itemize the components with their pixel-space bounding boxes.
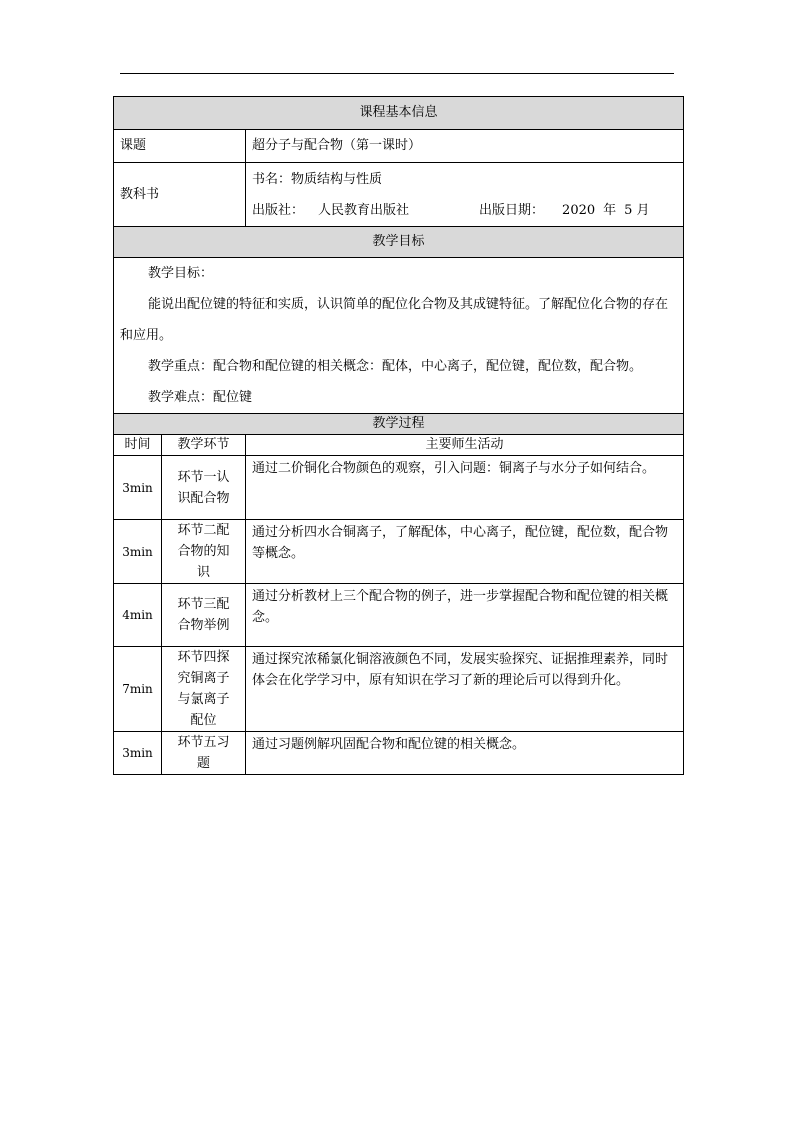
topic-value: 超分子与配合物（第一课时）: [246, 130, 684, 163]
year-unit: 年: [603, 202, 617, 218]
row-time: 7min: [114, 647, 162, 732]
textbook-label: 教科书: [114, 163, 246, 227]
row-stage: 环节一认识配合物: [162, 456, 246, 520]
publisher-label: 出版社：: [252, 202, 305, 218]
table-row: [114, 456, 684, 520]
table-row: [114, 647, 684, 732]
row-activity: 通过分析四水合铜离子，了解配体，中心离子，配位键，配位数，配合物等概念。: [246, 520, 684, 584]
row-activity: 通过探究浓稀氯化铜溶液颜色不同，发展实验探究、证据推理素养，同时体会在化学学习中，原有知识在学习了新的理论后可以得到升化。: [246, 647, 684, 732]
row-time: 3min: [114, 732, 162, 775]
header-stage: 教学环节: [162, 435, 246, 456]
table-row: [114, 520, 684, 584]
publish-year: 2020: [562, 202, 596, 218]
topic-label: 课题: [114, 130, 246, 163]
goals-description: 能说出配位键的特征和实质，认识简单的配位化合物及其成键特征。了解配位化合物的存在和应用。: [120, 297, 669, 343]
publisher-line: [252, 195, 677, 226]
section-teaching-goals: 教学目标: [114, 227, 684, 258]
goals-content: [114, 258, 684, 414]
row-activity: 通过二价铜化合物颜色的观察，引入问题：铜离子与水分子如何结合。: [246, 456, 684, 520]
goals-heading: 教学目标：: [148, 266, 214, 281]
row-activity: 通过分析教材上三个配合物的例子，进一步掌握配合物和配位键的相关概念。: [246, 584, 684, 647]
month-unit: 月: [636, 202, 650, 218]
table-row: [114, 732, 684, 775]
row-activity: 通过习题例解巩固配合物和配位键的相关概念。: [246, 732, 684, 775]
row-stage: 环节四探究铜离子与氯离子配位: [162, 647, 246, 732]
book-name: 书名：物质结构与性质: [252, 171, 383, 187]
row-time: 3min: [114, 520, 162, 584]
table-row: [114, 584, 684, 647]
goals-difficulty: 教学难点：配位键: [148, 390, 253, 405]
header-rule: [120, 73, 674, 74]
publish-month: 5: [624, 202, 633, 218]
publisher-name: 人民教育出版社: [318, 202, 410, 218]
header-activity: 主要师生活动: [246, 435, 684, 456]
textbook-info: [246, 163, 684, 227]
goals-key-points: 教学重点：配合物和配位键的相关概念：配体，中心离子，配位键，配位数，配合物。: [148, 359, 643, 374]
publish-date-label: 出版日期：: [479, 202, 545, 218]
section-basic-info: 课程基本信息: [114, 97, 684, 130]
section-teaching-process: 教学过程: [114, 414, 684, 435]
header-time: 时间: [114, 435, 162, 456]
row-stage: 环节五习题: [162, 732, 246, 775]
lesson-plan-table: [113, 96, 683, 775]
row-stage: 环节二配合物的知识: [162, 520, 246, 584]
row-time: 4min: [114, 584, 162, 647]
row-time: 3min: [114, 456, 162, 520]
row-stage: 环节三配合物举例: [162, 584, 246, 647]
